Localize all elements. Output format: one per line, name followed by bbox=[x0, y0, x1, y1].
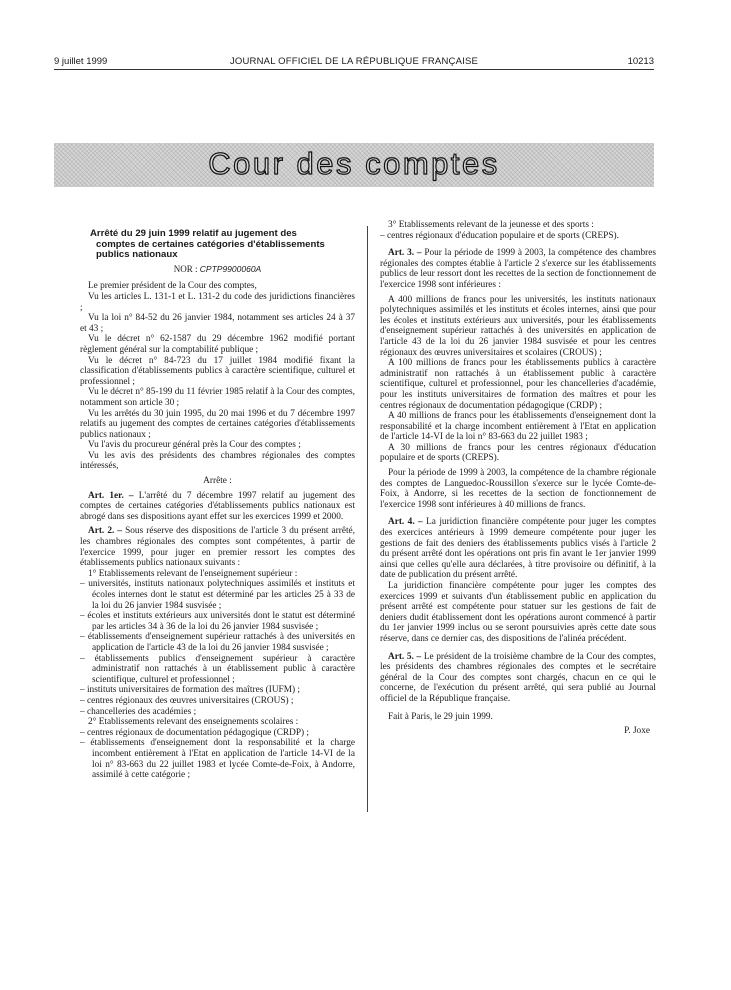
nor-reference bbox=[80, 264, 355, 275]
running-header bbox=[54, 56, 654, 70]
article-4-text: La juridiction financière compétente pour juger les comptes des exercices antérieurs à 1999 demeure compétente pour juger les gestions de fait des deniers des établissements publics visés à l'article 2 du présent arrêté dont les opérations ont pris fin avant le 1er janvier 1999 ainsi que celles qu'elle aura déclarées, à titre provisoire ou définitif, à la date de publication du présent arrêté. bbox=[380, 517, 656, 581]
threshold-item: A 30 millions de francs pour les centres régionaux d'éducation populaire et de sports (CREPS). bbox=[380, 442, 656, 464]
category-item: – instituts universitaires de formation des maîtres (IUFM) ; bbox=[80, 685, 300, 696]
preamble-line: Vu l'avis du procureur général près la Cour des comptes ; bbox=[88, 440, 301, 451]
nor-label: NOR : bbox=[173, 263, 198, 274]
done-at: Fait à Paris, le 29 juin 1999. bbox=[388, 711, 493, 722]
left-column bbox=[80, 229, 355, 781]
article-3 bbox=[380, 248, 656, 290]
category-item: – centres régionaux des œuvres universitaires (CROUS) ; bbox=[80, 695, 294, 706]
decree-title-line: Arrêté du 29 juin 1999 relatif au jugement des bbox=[90, 228, 297, 239]
preamble-line: Vu le décret n° 85-199 du 11 février 1985 relatif à la Cour des comptes, notamment son article 30 ; bbox=[80, 387, 355, 408]
category-title: 3° Etablissements relevant de la jeunesse et des sports : bbox=[388, 220, 594, 230]
category-title: 2° Etablissements relevant des enseignements scolaires : bbox=[88, 717, 299, 728]
decree-title bbox=[80, 229, 355, 261]
threshold-item: A 400 millions de francs pour les universités, les instituts nationaux polytechniques assimilés et les instituts et écoles internes, ainsi que pour les écoles et instituts extérieurs aux universités, pour les établissements d'enseignement supérieur rattachés à des universités en application de l'article 43 de la loi du 26 janvier 1984 susvisée et pour les centres régionaux des œuvres universitaires et scolaires (CROUS) ; bbox=[380, 294, 656, 358]
article-5-label: Art. 5. – bbox=[388, 651, 422, 662]
category-item: – établissements d'enseignement dont la responsabilité et la charge incombent entièrement à l'Etat en application de l'article 14-VI de la loi n° 83-663 du 22 juillet 1983 et lycée Comte-de-Foix, à Andorre, assimilé à cette catégorie ; bbox=[80, 738, 355, 781]
header-rule bbox=[54, 69, 654, 70]
preamble-line: Vu les arrêtés du 30 juin 1995, du 20 mai 1996 et du 7 décembre 1997 relatifs au jugement des comptes de certaines catégories d'établissements publics nationaux ; bbox=[80, 408, 355, 440]
arrete-heading: Arrête : bbox=[203, 476, 232, 487]
right-column bbox=[380, 220, 656, 737]
article-4-extra: La juridiction financière compétente pour juger les comptes des exercices 1999 et suivants d'un établissement public en application du présent arrêté est compétente pour statuer sur les gestions de fait de deniers dudit établissement dont les opérations auront commencé à partir du 1er janvier 1999 inclus ou se seront poursuivies après cette date sous réserve, dans ce dernier cas, des dispositions de l'alinéa précédent. bbox=[380, 581, 656, 644]
category-item: – établissements publics d'enseignement supérieur à caractère administratif non rattachés à un établissement public à caractère scientifique, culturel et professionnel ; bbox=[80, 653, 355, 685]
category-item: – centres régionaux de documentation pédagogique (CRDP) ; bbox=[80, 727, 310, 738]
article-4 bbox=[380, 517, 656, 581]
category-item: – chancelleries des académies ; bbox=[80, 706, 197, 717]
article-3-label: Art. 3. – bbox=[388, 248, 422, 259]
article-2-text: Sous réserve des dispositions de l'article 3 du présent arrêté, les chambres régionales des comptes sont compétentes, à partir de l'exercice 1999, pour juger en premier ressort les comptes des établissements publics nationaux suivants : bbox=[80, 526, 356, 569]
preamble-line: Le premier président de la Cour des comptes, bbox=[88, 281, 257, 292]
nor-code: CPTP9900060A bbox=[199, 263, 262, 274]
threshold-item: A 100 millions de francs pour les établissements publics à caractère administratif non rattachés à un établissement public à caractère scientifique, culturel et professionnel, pour les chancelleries d'académie, pour les instituts universitaires de formation des maîtres et pour les centres régionaux de documentation pédagogique (CRDP) ; bbox=[380, 358, 656, 411]
header-journal-title: JOURNAL OFFICIEL DE LA RÉPUBLIQUE FRANÇAISE bbox=[229, 56, 479, 67]
article-2 bbox=[80, 526, 355, 568]
preamble-line: Vu le décret n° 84-723 du 17 juillet 1984 modifié fixant la classification d'établissements publics à caractère scientifique, culturel et professionnel ; bbox=[80, 355, 355, 387]
section-banner-title: Cour des comptes bbox=[208, 146, 500, 181]
preamble-line: Vu le décret n° 62-1587 du 29 décembre 1962 modifié portant règlement général sur la comptabilité publique ; bbox=[80, 334, 355, 355]
article-5-text: Le président de la troisième chambre de la Cour des comptes, les présidents des chambres régionales des comptes et le secrétaire général de la Cour des comptes sont chargés, chacun en ce qui le concerne, de l'exécution du présent arrêté, qui sera publié au Journal officiel de la République française. bbox=[380, 651, 656, 704]
article-1-label: Art. 1er. – bbox=[88, 490, 134, 501]
article-4-label: Art. 4. – bbox=[388, 517, 423, 528]
article-3-text: Pour la période de 1999 à 2003, la compétence des chambres régionales des comptes établie à l'article 2 s'exerce sur les établissements publics de leur ressort dont les recettes de la section de fonctionnement de l'exercice 1998 sont inférieures : bbox=[380, 248, 657, 290]
threshold-item: A 40 millions de francs pour les établissements d'enseignement dont la responsabilité et la charge incombent entièrement à l'Etat en application de l'article 14-VI de la loi n° 83-663 du 22 juillet 1983 ; bbox=[380, 411, 656, 443]
category-item: – établissements d'enseignement supérieur rattachés à des universités en application de l'article 43 de la loi du 26 janvier 1984 susvisée ; bbox=[80, 632, 355, 653]
category-title: 1° Etablissements relevant de l'enseignement supérieur : bbox=[88, 568, 298, 579]
header-page-number: 10213 bbox=[627, 56, 654, 67]
preamble-line: Vu la loi n° 84-52 du 26 janvier 1984, notamment ses articles 24 à 37 et 43 ; bbox=[80, 313, 355, 334]
category-item: – centres régionaux d'éducation populaire et de sports (CREPS). bbox=[380, 230, 619, 241]
article-1 bbox=[80, 491, 355, 523]
article-1-text: L'arrêté du 7 décembre 1997 relatif au jugement des comptes de certaines catégories d'établissements publics nationaux est abrogé dans ses dispositions ayant effet sur les exercices 1999 et 2000. bbox=[80, 490, 356, 522]
section-banner bbox=[54, 143, 654, 187]
header-date: 9 juillet 1999 bbox=[54, 56, 108, 67]
category-item: – universités, instituts nationaux polytechniques assimilés et instituts et écoles internes dont le statut est déterminé par les articles 25 à 33 de la loi du 26 janvier 1984 susvisée ; bbox=[80, 579, 355, 611]
article-3-extra: Pour la période de 1999 à 2003, la compétence de la chambre régionale des comptes de Languedoc-Roussillon s'exerce sur le lycée Comte-de-Foix, à Andorre, si les recettes de la section de fonctionnement de l'exercice 1998 sont inférieures à 40 millions de francs. bbox=[380, 468, 656, 510]
decree-title-line: publics nationaux bbox=[96, 249, 178, 261]
article-5 bbox=[380, 652, 656, 705]
preamble-line: Vu les articles L. 131-1 et L. 131-2 du code des juridictions financières ; bbox=[80, 291, 355, 313]
preamble-line: Vu les avis des présidents des chambres régionales des comptes intéressés, bbox=[80, 450, 355, 472]
signature: P. Joxe bbox=[624, 726, 650, 737]
article-2-label: Art. 2. – bbox=[88, 526, 123, 537]
decree-title-line: comptes de certaines catégories d'établissements bbox=[96, 238, 325, 250]
column-divider bbox=[367, 226, 368, 812]
category-item: – écoles et instituts extérieurs aux universités dont le statut est déterminé par les articles 34 à 36 de la loi du 26 janvier 1984 susvisée ; bbox=[80, 611, 355, 632]
